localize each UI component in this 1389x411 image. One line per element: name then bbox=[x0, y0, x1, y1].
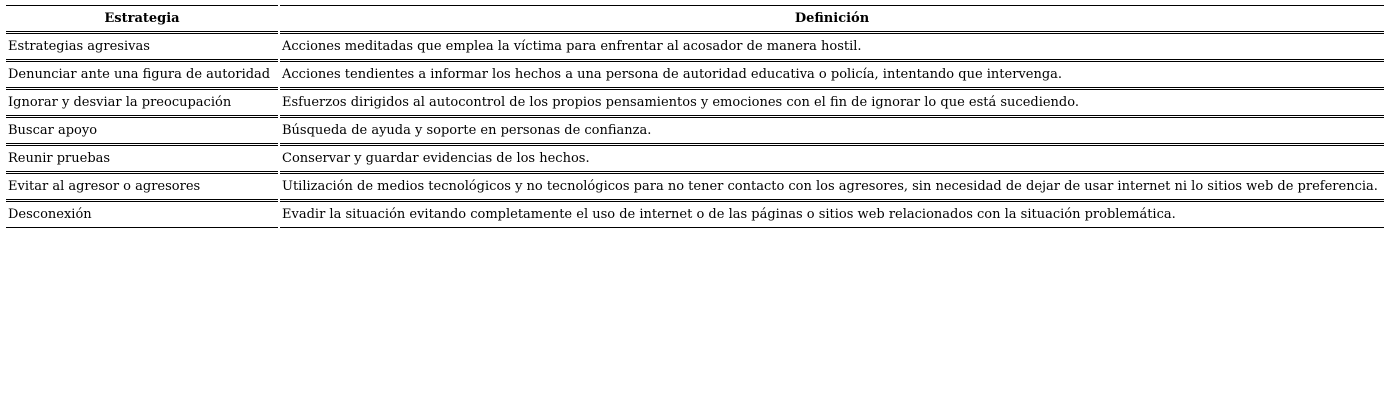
definition-cell: Esfuerzos dirigidos al autocontrol de los propios pensamientos y emociones con el fin de ignorar lo que está sucediendo. bbox=[280, 90, 1384, 118]
table-row bbox=[6, 174, 1384, 202]
strategies-table bbox=[4, 5, 1386, 228]
header-row bbox=[6, 5, 1384, 34]
definition-cell: Búsqueda de ayuda y soporte en personas de confianza. bbox=[280, 118, 1384, 146]
table-body bbox=[6, 34, 1384, 228]
strategy-cell: Denunciar ante una figura de autoridad bbox=[6, 62, 278, 90]
column-header-definition: Definición bbox=[280, 5, 1384, 34]
definition-cell: Utilización de medios tecnológicos y no tecnológicos para no tener contacto con los agresores, sin necesidad de dejar de usar internet ni lo sitios web de preferencia. bbox=[280, 174, 1384, 202]
table-row bbox=[6, 202, 1384, 228]
definition-cell: Evadir la situación evitando completamente el uso de internet o de las páginas o sitios web relacionados con la situación problemática. bbox=[280, 202, 1384, 228]
table-row bbox=[6, 118, 1384, 146]
strategy-cell: Estrategias agresivas bbox=[6, 34, 278, 62]
table-row bbox=[6, 90, 1384, 118]
definition-cell: Acciones meditadas que emplea la víctima para enfrentar al acosador de manera hostil. bbox=[280, 34, 1384, 62]
column-header-strategy: Estrategia bbox=[6, 5, 278, 34]
strategy-cell: Reunir pruebas bbox=[6, 146, 278, 174]
definition-cell: Acciones tendientes a informar los hechos a una persona de autoridad educativa o policía, intentando que intervenga. bbox=[280, 62, 1384, 90]
strategy-cell: Evitar al agresor o agresores bbox=[6, 174, 278, 202]
table-row bbox=[6, 146, 1384, 174]
strategy-cell: Desconexión bbox=[6, 202, 278, 228]
definition-cell: Conservar y guardar evidencias de los hechos. bbox=[280, 146, 1384, 174]
table-row bbox=[6, 34, 1384, 62]
strategy-cell: Ignorar y desviar la preocupación bbox=[6, 90, 278, 118]
table-header bbox=[6, 5, 1384, 34]
strategy-cell: Buscar apoyo bbox=[6, 118, 278, 146]
table-row bbox=[6, 62, 1384, 90]
